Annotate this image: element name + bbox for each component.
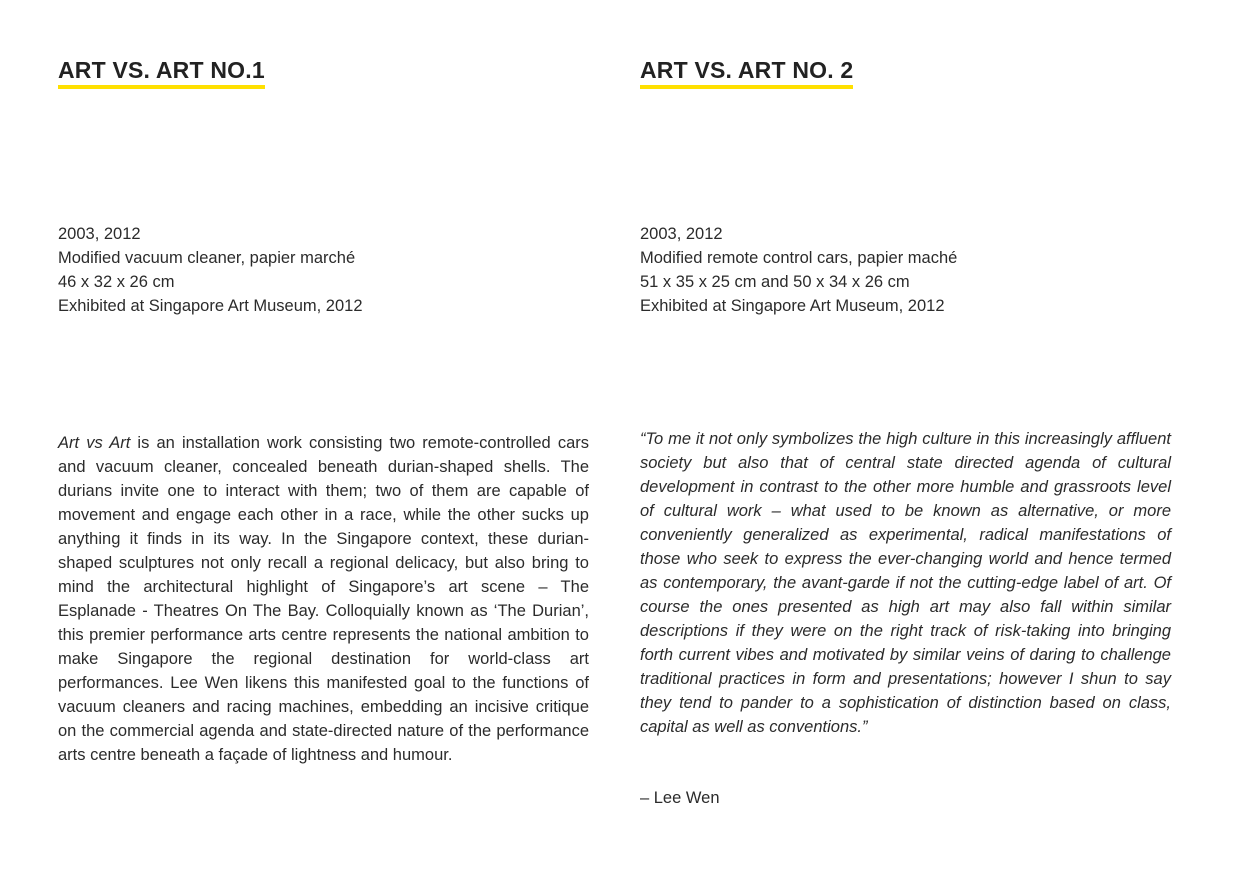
artwork-details-2 [640, 222, 957, 318]
artwork-details-1 [58, 222, 363, 318]
artist-quote: “To me it not only symbolizes the high culture in this increasingly affluent society but also that of central state directed agenda of cultural development in contrast to the other more humble and grassroots level of cultural work – what used to be known as alternative, or more conveniently generalized as experimental, radical manifestations of those who seek to express the ever-changing world and hence termed as contemporary, the avant-garde if not the cutting-edge label of art. Of course the ones presented as high art may also fall within similar descriptions if they were on the right track of risk-taking into bringing forth current vibes and motivated by similar veins of daring to challenge traditional practices in form and presentations; however I shun to say they tend to pander to a sophistication of distinction based on class, capital as well as conventions.” [640, 430, 1171, 736]
artwork-dimensions: 46 x 32 x 26 cm [58, 273, 175, 291]
artwork-description [58, 431, 589, 767]
artwork-dimensions: 51 x 35 x 25 cm and 50 x 34 x 26 cm [640, 273, 910, 291]
artwork-exhibition: Exhibited at Singapore Art Museum, 2012 [640, 297, 945, 315]
artwork-title-2: ART VS. ART NO. 2 [640, 56, 853, 89]
left-column [58, 0, 590, 874]
artwork-exhibition: Exhibited at Singapore Art Museum, 2012 [58, 297, 363, 315]
artwork-title-1: ART VS. ART NO.1 [58, 56, 265, 89]
quote-attribution: – Lee Wen [640, 789, 720, 807]
artwork-year: 2003, 2012 [640, 225, 723, 243]
artwork-medium: Modified vacuum cleaner, papier marché [58, 249, 356, 267]
artwork-year: 2003, 2012 [58, 225, 141, 243]
artwork-description-title: Art vs Art [58, 434, 131, 452]
right-column [640, 0, 1172, 874]
artwork-description-text: is an installation work consisting two remote-controlled cars and vacuum cleaner, concealed beneath durian-shaped shells. The durians invite one to interact with them; two of them are capable of movement and engage each other in a race, while the other sucks up anything it finds in its way. In the Singapore context, these durian-shaped sculptures not only recall a regional delicacy, but also bring to mind the architectural highlight of Singapore’s art scene – The Esplanade - Theatres On The Bay. Colloquially known as ‘The Durian’, this premier performance arts centre represents the national ambition to make Singapore the regional destination for world-class art performances. Lee Wen likens this manifested goal to the functions of vacuum cleaners and racing machines, embedding an incisive critique on the commercial agenda and state-directed nature of the performance arts centre beneath a façade of lightness and humour. [58, 434, 589, 764]
artwork-medium: Modified remote control cars, papier maché [640, 249, 958, 267]
